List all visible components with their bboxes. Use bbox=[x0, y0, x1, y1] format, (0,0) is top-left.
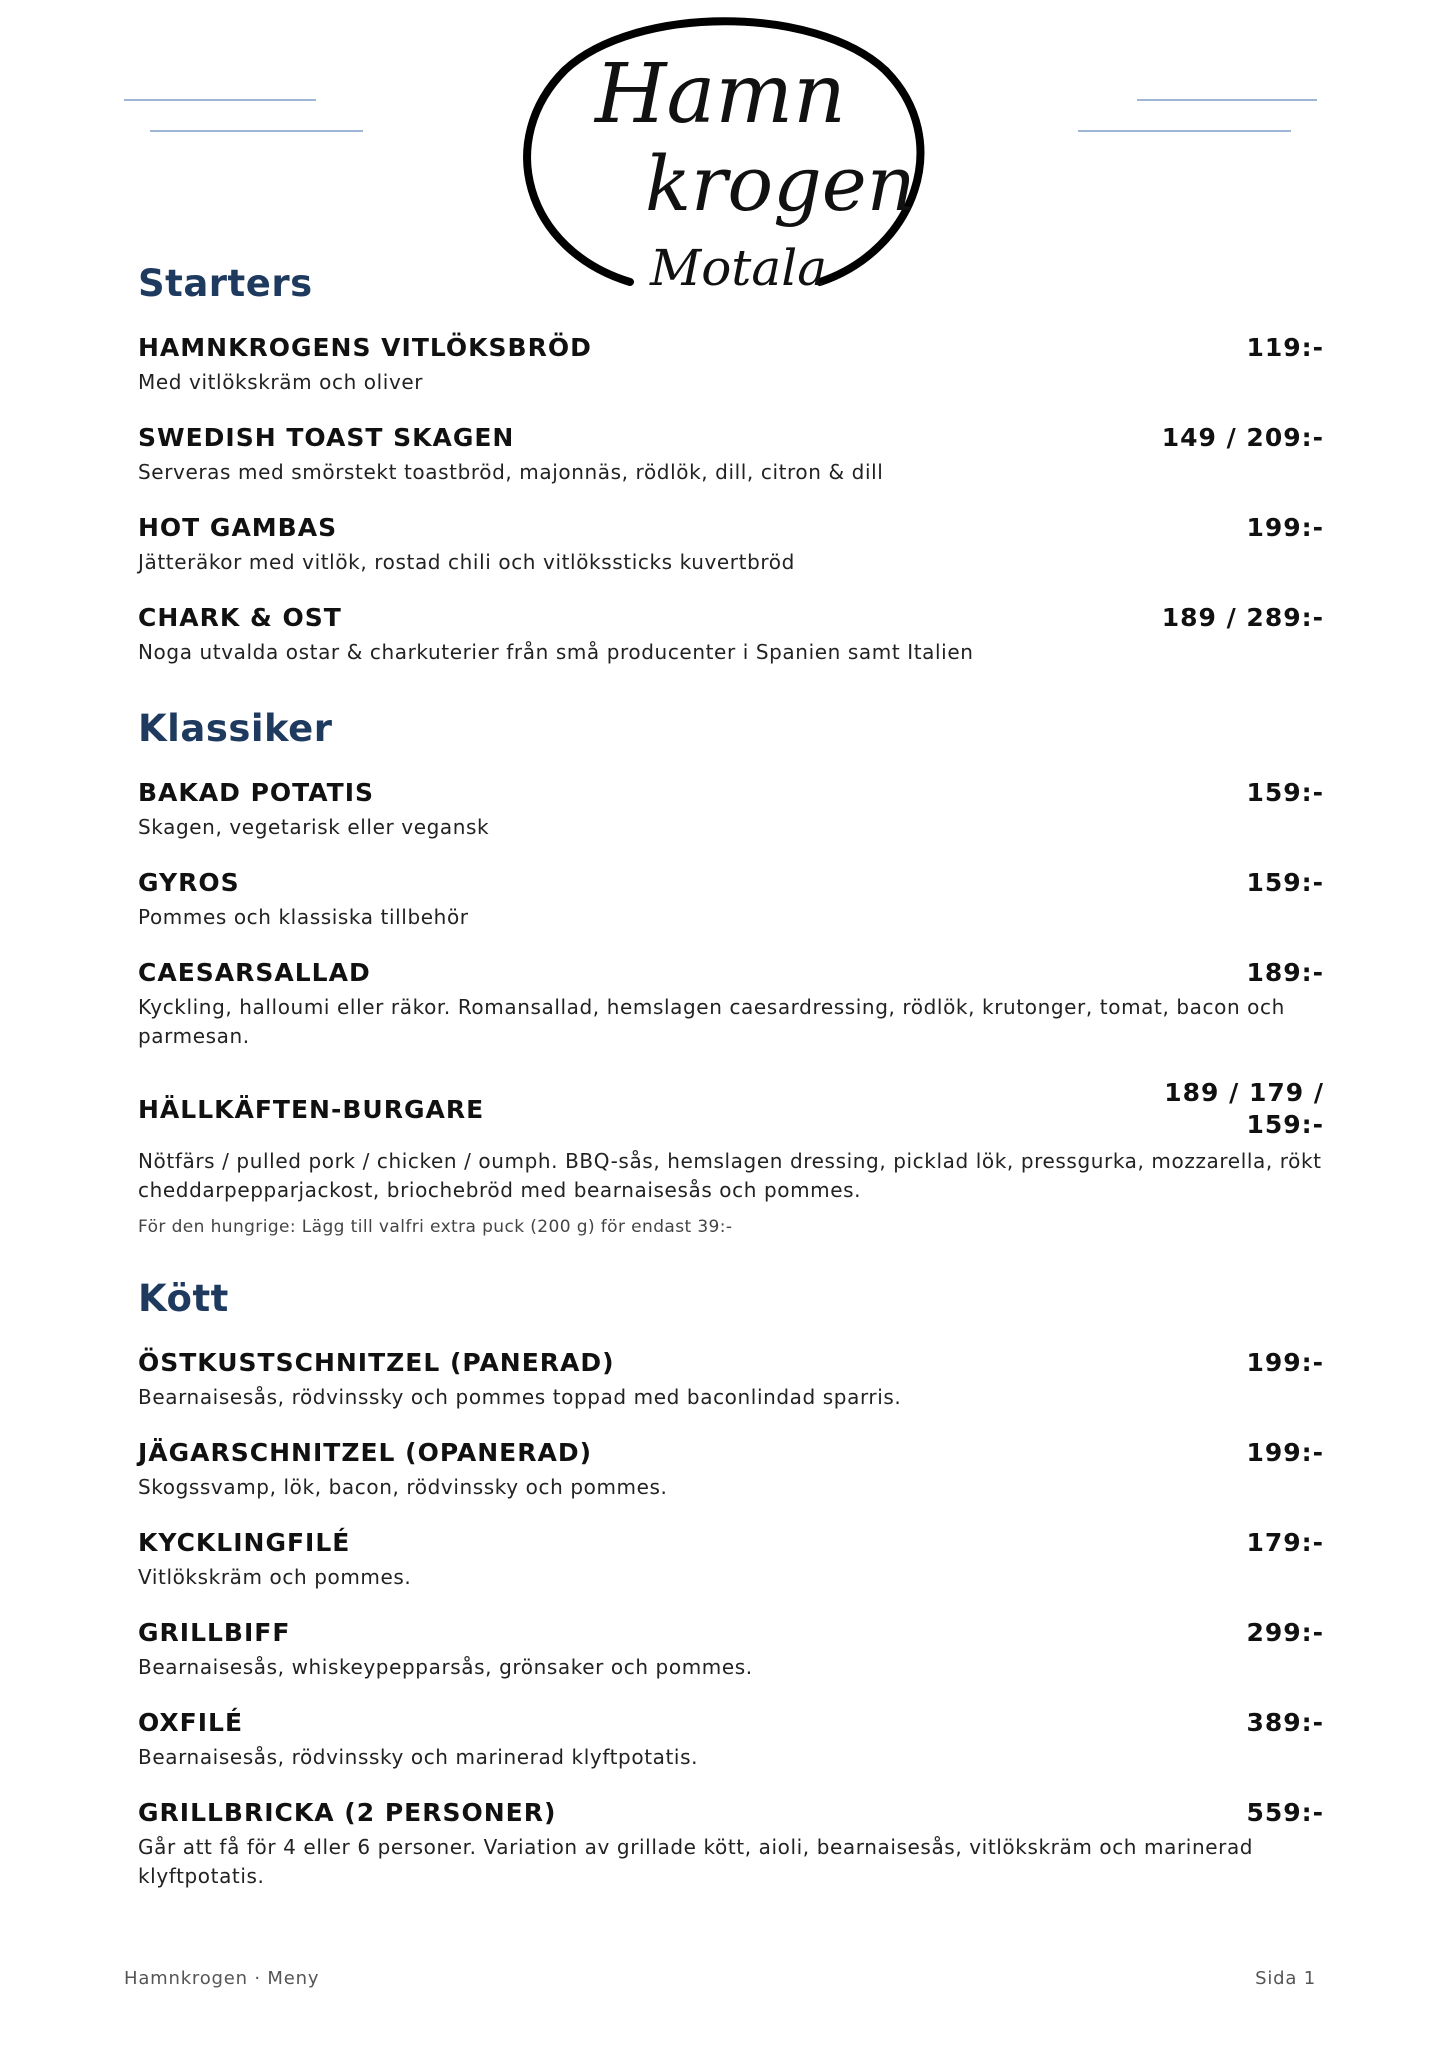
item-description: Bearnaisesås, rödvinssky och marinerad klyftpotatis. bbox=[138, 1745, 699, 1769]
menu-item bbox=[138, 333, 1324, 397]
item-name: SWEDISH TOAST SKAGEN bbox=[138, 423, 515, 452]
footer-title: Hamnkrogen · Meny bbox=[124, 1968, 320, 1989]
menu-item bbox=[138, 958, 1324, 1051]
menu-item bbox=[138, 1618, 1324, 1682]
item-price: 149 / 209:- bbox=[1161, 423, 1324, 452]
item-name: BAKAD POTATIS bbox=[138, 778, 375, 807]
item-price: 189 / 289:- bbox=[1161, 603, 1324, 632]
menu-item bbox=[138, 778, 1324, 842]
item-name: ÖSTKUSTSCHNITZEL (PANERAD) bbox=[138, 1348, 615, 1377]
menu-item bbox=[138, 868, 1324, 932]
menu-item bbox=[138, 1798, 1324, 1891]
item-description: Serveras med smörstekt toastbröd, majonnäs, rödlök, dill, citron & dill bbox=[138, 460, 884, 484]
item-name: CAESARSALLAD bbox=[138, 958, 371, 987]
item-name: GRILLBRICKA (2 PERSONER) bbox=[138, 1798, 557, 1827]
menu-item bbox=[138, 1348, 1324, 1412]
item-price: 189 / 179 / 159:- bbox=[1164, 1078, 1324, 1139]
item-description: Kyckling, halloumi eller räkor. Romansallad, hemslagen caesardressing, rödlök, krutonger, tomat, bacon och parmesan. bbox=[138, 995, 1285, 1048]
item-name: KYCKLINGFILÉ bbox=[138, 1528, 351, 1557]
item-name: HÄLLKÄFTEN-BURGARE bbox=[138, 1094, 485, 1124]
logo-word-motala: Motala bbox=[650, 239, 828, 297]
item-name: GYROS bbox=[138, 868, 240, 897]
logo-graphic bbox=[515, 10, 931, 300]
item-description: Nötfärs / pulled pork / chicken / oumph. BBQ-sås, hemslagen dressing, picklad lök, pressgurka, mozzarella, rökt cheddarpepparjackost, briochebröd med bearnaisesås och pommes. bbox=[138, 1149, 1322, 1202]
item-price: 159:- bbox=[1246, 868, 1324, 897]
item-description: Bearnaisesås, whiskeypepparsås, grönsaker och pommes. bbox=[138, 1655, 753, 1679]
item-price: 299:- bbox=[1246, 1618, 1324, 1647]
footer-page-number: Sida 1 bbox=[1255, 1968, 1316, 1989]
header-rule-left-bottom bbox=[150, 130, 363, 132]
item-price: 199:- bbox=[1246, 1438, 1324, 1467]
item-name: JÄGARSCHNITZEL (OPANERAD) bbox=[138, 1438, 592, 1467]
header-rule-right-top bbox=[1137, 99, 1317, 101]
section-kott bbox=[138, 1277, 1324, 1891]
section-klassiker bbox=[138, 707, 1324, 1237]
item-description: Skagen, vegetarisk eller vegansk bbox=[138, 815, 490, 839]
item-description: Bearnaisesås, rödvinssky och pommes toppad med baconlindad sparris. bbox=[138, 1385, 902, 1409]
item-name: GRILLBIFF bbox=[138, 1618, 291, 1647]
item-price: 199:- bbox=[1246, 1348, 1324, 1377]
item-note: För den hungrige: Lägg till valfri extra puck (200 g) för endast 39:- bbox=[138, 1217, 733, 1237]
section-title: Starters bbox=[138, 262, 313, 305]
menu bbox=[138, 262, 1324, 1917]
item-name: CHARK & OST bbox=[138, 603, 342, 632]
item-name: HAMNKROGENS VITLÖKSBRÖD bbox=[138, 333, 592, 362]
item-description: Går att få för 4 eller 6 personer. Variation av grillade kött, aioli, bearnaisesås, vitlökskräm och marinerad klyftpotatis. bbox=[138, 1835, 1254, 1888]
menu-item bbox=[138, 603, 1324, 667]
section-title: Kött bbox=[138, 1277, 229, 1320]
item-description: Skogssvamp, lök, bacon, rödvinssky och pommes. bbox=[138, 1475, 668, 1499]
item-price: 179:- bbox=[1246, 1528, 1324, 1557]
menu-item bbox=[138, 1708, 1324, 1772]
item-name: OXFILÉ bbox=[138, 1708, 244, 1737]
menu-item bbox=[138, 1077, 1324, 1237]
item-description: Vitlökskräm och pommes. bbox=[138, 1565, 412, 1589]
restaurant-logo bbox=[515, 10, 931, 300]
item-name: HOT GAMBAS bbox=[138, 513, 338, 542]
item-price: 159:- bbox=[1246, 778, 1324, 807]
item-price: 199:- bbox=[1246, 513, 1324, 542]
menu-item bbox=[138, 423, 1324, 487]
logo-word-krogen: krogen bbox=[645, 139, 916, 228]
item-price: 559:- bbox=[1246, 1798, 1324, 1827]
header-rule-right-bottom bbox=[1078, 130, 1291, 132]
item-description: Noga utvalda ostar & charkuterier från små producenter i Spanien samt Italien bbox=[138, 640, 974, 664]
item-price: 119:- bbox=[1246, 333, 1324, 362]
item-price: 189:- bbox=[1246, 958, 1324, 987]
menu-item bbox=[138, 513, 1324, 577]
item-description: Pommes och klassiska tillbehör bbox=[138, 905, 469, 929]
menu-item bbox=[138, 1438, 1324, 1502]
menu-item bbox=[138, 1528, 1324, 1592]
section-starters bbox=[138, 262, 1324, 667]
logo-word-hamn: Hamn bbox=[595, 47, 846, 142]
section-title: Klassiker bbox=[138, 707, 333, 750]
item-price: 389:- bbox=[1246, 1708, 1324, 1737]
header-rule-left-top bbox=[124, 99, 316, 101]
item-description: Jätteräkor med vitlök, rostad chili och vitlökssticks kuvertbröd bbox=[138, 550, 795, 574]
item-description: Med vitlökskräm och oliver bbox=[138, 370, 424, 394]
